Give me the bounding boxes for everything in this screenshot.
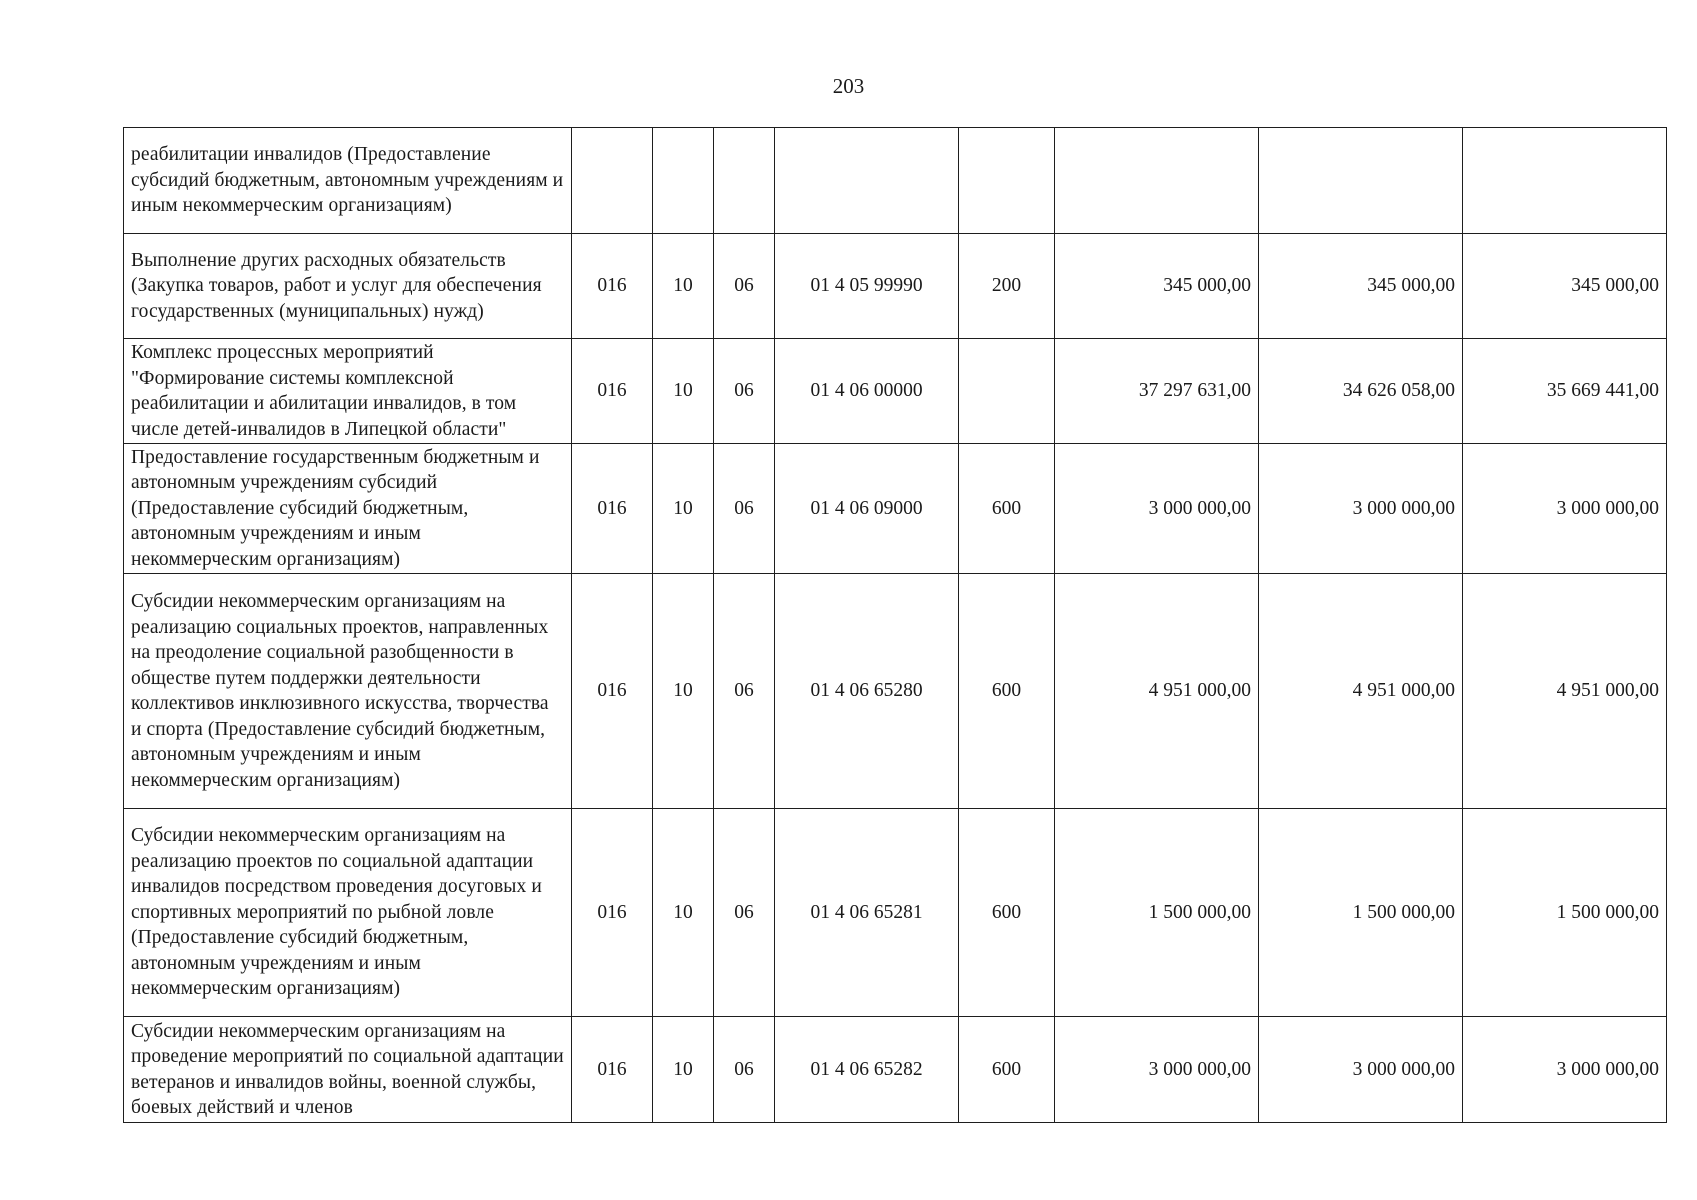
section-code-cell: 10 <box>653 234 714 339</box>
expense-name-cell: Предоставление государственным бюджетным и автономным учреждениям субсидий (Предоставление субсидий бюджетным, автономным учреждениям и иным некоммерческим организациям) <box>124 444 572 574</box>
target-article-cell: 01 4 06 09000 <box>775 444 959 574</box>
amount-year-3-cell: 3 000 000,00 <box>1463 1017 1667 1123</box>
target-article-cell <box>775 128 959 234</box>
expense-name-cell: Комплекс процессных мероприятий "Формирование системы комплексной реабилитации и абилитации инвалидов, в том числе детей-инвалидов в Липецкой области" <box>124 339 572 444</box>
expense-type-cell: 200 <box>959 234 1055 339</box>
amount-year-1-cell <box>1055 128 1259 234</box>
amount-year-3-cell: 35 669 441,00 <box>1463 339 1667 444</box>
amount-year-1-cell: 4 951 000,00 <box>1055 574 1259 809</box>
expense-type-cell: 600 <box>959 809 1055 1017</box>
section-code-cell: 10 <box>653 444 714 574</box>
table-row <box>124 234 1667 339</box>
amount-year-2-cell: 4 951 000,00 <box>1259 574 1463 809</box>
ministry-code-cell: 016 <box>572 1017 653 1123</box>
ministry-code-cell: 016 <box>572 574 653 809</box>
ministry-code-cell: 016 <box>572 809 653 1017</box>
subsection-code-cell: 06 <box>714 339 775 444</box>
table-row <box>124 574 1667 809</box>
table-row <box>124 1017 1667 1123</box>
expense-name-cell: Субсидии некоммерческим организациям на проведение мероприятий по социальной адаптации ветеранов и инвалидов войны, военной службы, боевых действий и членов <box>124 1017 572 1123</box>
amount-year-2-cell: 34 626 058,00 <box>1259 339 1463 444</box>
table-row <box>124 444 1667 574</box>
amount-year-2-cell: 1 500 000,00 <box>1259 809 1463 1017</box>
amount-year-1-cell: 37 297 631,00 <box>1055 339 1259 444</box>
subsection-code-cell: 06 <box>714 444 775 574</box>
budget-table <box>123 127 1667 1123</box>
expense-type-cell: 600 <box>959 1017 1055 1123</box>
expense-name-cell: Выполнение других расходных обязательств (Закупка товаров, работ и услуг для обеспечения государственных (муниципальных) нужд) <box>124 234 572 339</box>
amount-year-2-cell <box>1259 128 1463 234</box>
expense-type-cell <box>959 128 1055 234</box>
expense-name-cell: Субсидии некоммерческим организациям на реализацию социальных проектов, направленных на преодоление социальной разобщенности в обществе путем поддержки деятельности коллективов инклюзивного искусства, творчества и спорта (Предоставление субсидий бюджетным, автономным учреждениям и иным некоммерческим организациям) <box>124 574 572 809</box>
amount-year-2-cell: 3 000 000,00 <box>1259 1017 1463 1123</box>
subsection-code-cell: 06 <box>714 234 775 339</box>
table-row <box>124 128 1667 234</box>
subsection-code-cell: 06 <box>714 809 775 1017</box>
ministry-code-cell: 016 <box>572 234 653 339</box>
expense-name-cell: реабилитации инвалидов (Предоставление субсидий бюджетным, автономным учреждениям и иным некоммерческим организациям) <box>124 128 572 234</box>
ministry-code-cell: 016 <box>572 444 653 574</box>
section-code-cell: 10 <box>653 339 714 444</box>
amount-year-2-cell: 345 000,00 <box>1259 234 1463 339</box>
expense-type-cell <box>959 339 1055 444</box>
page-number: 203 <box>832 74 865 98</box>
amount-year-1-cell: 345 000,00 <box>1055 234 1259 339</box>
amount-year-3-cell: 3 000 000,00 <box>1463 444 1667 574</box>
section-code-cell: 10 <box>653 809 714 1017</box>
amount-year-3-cell: 4 951 000,00 <box>1463 574 1667 809</box>
amount-year-1-cell: 3 000 000,00 <box>1055 444 1259 574</box>
target-article-cell: 01 4 06 00000 <box>775 339 959 444</box>
expense-type-cell: 600 <box>959 574 1055 809</box>
ministry-code-cell <box>572 128 653 234</box>
section-code-cell: 10 <box>653 1017 714 1123</box>
expense-name-cell: Субсидии некоммерческим организациям на реализацию проектов по социальной адаптации инвалидов посредством проведения досуговых и спортивных мероприятий по рыбной ловле (Предоставление субсидий бюджетным, автономным учреждениям и иным некоммерческим организациям) <box>124 809 572 1017</box>
table-row <box>124 809 1667 1017</box>
subsection-code-cell: 06 <box>714 1017 775 1123</box>
subsection-code-cell: 06 <box>714 574 775 809</box>
expense-type-cell: 600 <box>959 444 1055 574</box>
table-row <box>124 339 1667 444</box>
ministry-code-cell: 016 <box>572 339 653 444</box>
target-article-cell: 01 4 05 99990 <box>775 234 959 339</box>
section-code-cell: 10 <box>653 574 714 809</box>
target-article-cell: 01 4 06 65280 <box>775 574 959 809</box>
subsection-code-cell <box>714 128 775 234</box>
amount-year-2-cell: 3 000 000,00 <box>1259 444 1463 574</box>
amount-year-3-cell: 1 500 000,00 <box>1463 809 1667 1017</box>
target-article-cell: 01 4 06 65282 <box>775 1017 959 1123</box>
section-code-cell <box>653 128 714 234</box>
amount-year-3-cell: 345 000,00 <box>1463 234 1667 339</box>
amount-year-3-cell <box>1463 128 1667 234</box>
amount-year-1-cell: 1 500 000,00 <box>1055 809 1259 1017</box>
target-article-cell: 01 4 06 65281 <box>775 809 959 1017</box>
amount-year-1-cell: 3 000 000,00 <box>1055 1017 1259 1123</box>
